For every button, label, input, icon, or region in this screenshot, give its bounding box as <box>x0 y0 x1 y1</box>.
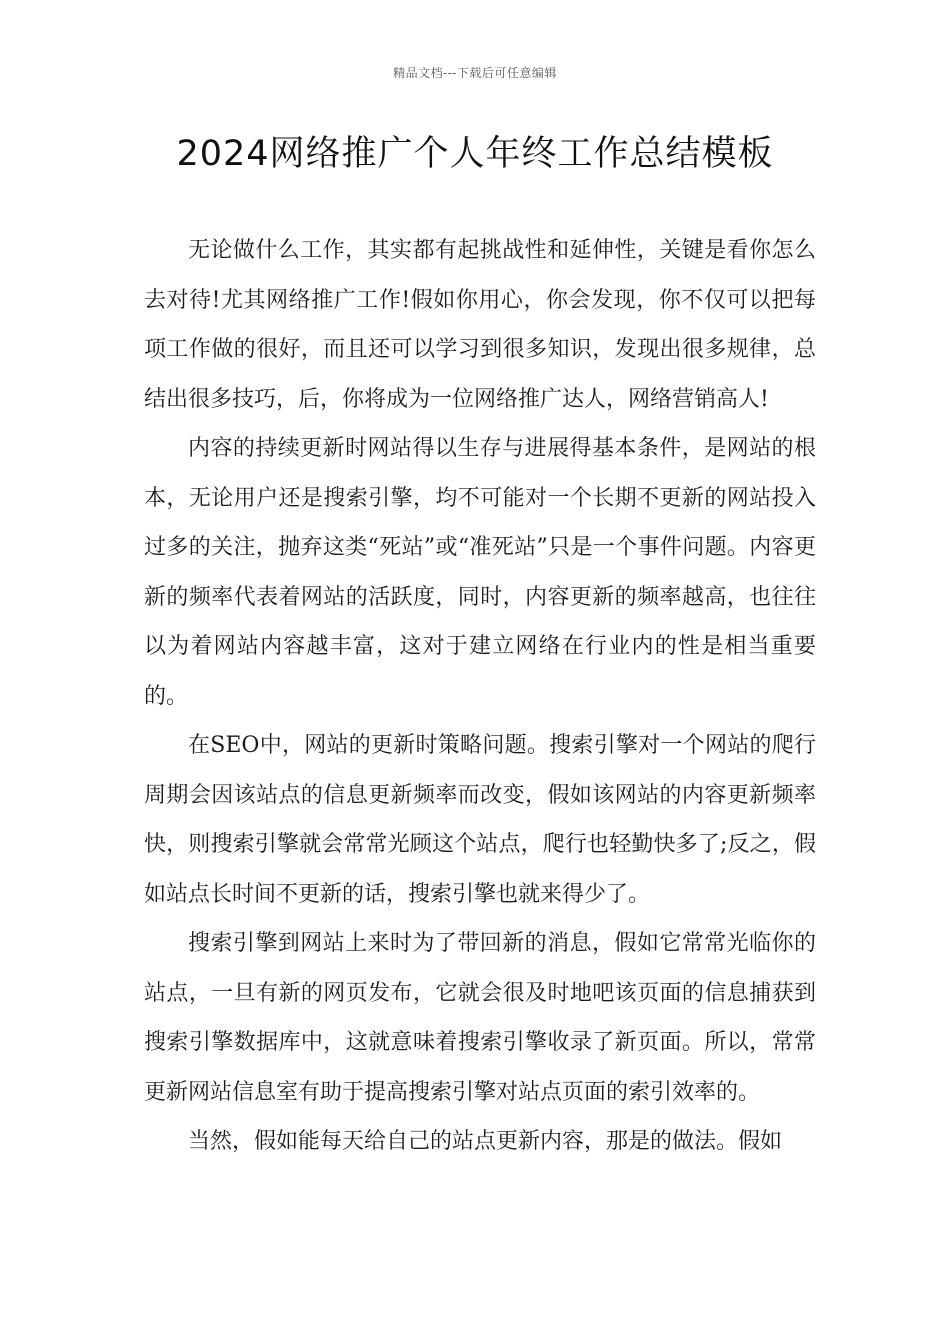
document-title: 2024网络推广个人年终工作总结模板 <box>176 134 774 174</box>
paragraph: 搜索引擎到网站上来时为了带回新的消息，假如它常常光临你的站点，一旦有新的网页发布，它就会很及时地吧该页面的信息捕获到搜索引擎数据库中，这就意味着搜索引擎收录了新页面。所以，常常更新网站信息室有助于提高搜索引擎对站点页面的索引效率的。 <box>144 931 816 1105</box>
paragraph: 在SEO中，网站的更新时策略问题。搜索引擎对一个网站的爬行周期会因该站点的信息更新频率而改变，假如该网站的内容更新频率快，则搜索引擎就会常常光顾这个站点，爬行也轻勤快多了;反之，假如站点长时间不更新的话，搜索引擎也就来得少了。 <box>144 733 816 907</box>
paragraph: 无论做什么工作，其实都有起挑战性和延伸性，关键是看你怎么去对待!尤其网络推广工作!假如你用心，你会发现，你不仅可以把每项工作做的很好，而且还可以学习到很多知识，发现出很多规律，总结出很多技巧，后，你将成为一位网络推广达人，网络营销高人! <box>144 238 816 412</box>
paragraph: 内容的持续更新时网站得以生存与进展得基本条件，是网站的根本，无论用户还是搜索引擎，均不可能对一个长期不更新的网站投入过多的关注，抛弃这类“死站”或“准死站”只是一个事件问题。内容更新的频率代表着网站的活跃度，同时，内容更新的频率越高，也往往以为着网站内容越丰富，这对于建立网络在行业内的性是相当重要的。 <box>144 436 816 709</box>
page-header-note: 精品文档---下载后可任意编辑 <box>393 66 557 80</box>
document-body <box>144 226 816 1167</box>
paragraph: 当然，假如能每天给自己的站点更新内容，那是的做法。假如 <box>188 1129 783 1154</box>
